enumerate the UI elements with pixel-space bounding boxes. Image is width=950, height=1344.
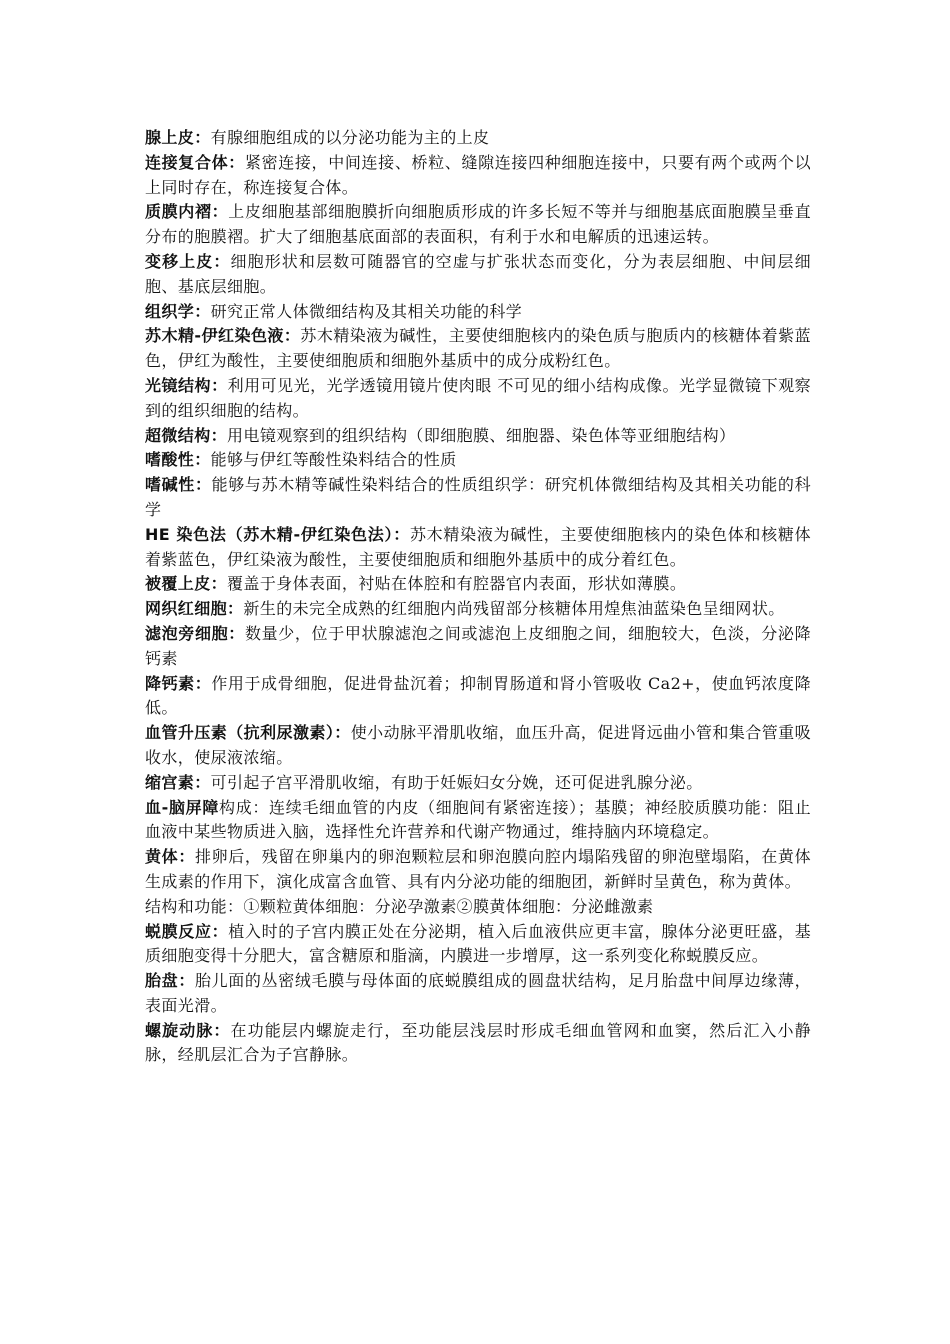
entry-term: 螺旋动脉 [145,1020,214,1040]
entry-separator: ： [283,326,301,346]
entry-text: 覆盖于身体表面，衬贴在体腔和有腔器官内表面，形状如薄膜。 [227,574,687,594]
entry-term: 嗜碱性 [145,475,195,495]
entry-he-ranse [145,523,811,573]
entry-xianshangpi [145,126,811,151]
entry-text: 苏木精染液为碱性，主要使细胞核内的染色体和核糖体着紫蓝色，伊红染液为酸性，主要使细胞质和细胞外基质中的成分着红色。 [145,524,811,569]
entry-taipan [145,969,811,1019]
entry-xueguan-shengyasu [145,721,811,771]
entry-text: 能够与苏木精等碱性染料结合的性质组织学：研究机体微细结构及其相关功能的科学 [145,475,811,519]
entry-term: HE 染色法（苏木精-伊红染色法） [145,524,394,544]
entry-zhimo-neizhe [145,200,811,250]
entry-separator: ： [228,623,245,643]
entry-xue-nao-pingzhang [145,796,811,846]
entry-separator: ： [334,723,351,743]
entry-separator: ： [194,450,211,470]
entry-text: 细胞形状和层数可随器官的空虚与扩张状态而变化，分为表层细胞、中间层细胞、基底层细胞。 [145,251,812,296]
entry-term: 被覆上皮 [145,574,211,594]
entry-text: 用电镜观察到的组织结构（即细胞膜、细胞器、染色体等亚细胞结构） [227,425,736,445]
entry-term: 超微结构 [145,425,211,445]
entry-term: 组织学 [145,301,195,321]
entry-separator: ： [210,574,228,594]
entry-term: 变移上皮 [145,251,214,271]
entry-separator: ： [210,425,228,445]
entry-separator: ： [194,673,212,693]
entry-text: 在功能层内螺旋走行，至功能层浅层时形成毛细血管网和血窦，然后汇入小静脉，经肌层汇合为子宫静脉。 [145,1020,812,1065]
entry-term: 滤泡旁细胞 [145,623,229,643]
entry-separator: ： [227,599,244,619]
entry-text: 紧密连接，中间连接、桥粒、缝隙连接四种细胞连接中，只要有两个或两个以上同时存在，称连接复合体。 [145,152,811,197]
entry-bianyi-shangpi [145,250,811,300]
entry-shijianxing [145,473,811,523]
entry-zuzhixue [145,300,811,325]
entry-separator: ： [211,375,228,395]
entry-text: 上皮细胞基部细胞膜折向细胞质形成的许多长短不等并与细胞基底面胞膜呈垂直分布的胞膜褶。扩大了细胞基底面部的表面积，有利于水和电解质的迅速运转。 [145,202,811,247]
entry-text: 数量少，位于甲状腺滤泡之间或滤泡上皮细胞之间，细胞较大，色淡，分泌降钙素 [145,623,811,668]
entry-separator: ： [194,128,211,147]
entry-term: 胎盘 [145,971,179,991]
entry-text: 新生的未完全成熟的红细胞内尚残留部分核糖体用煌焦油蓝染色呈细网状。 [243,599,785,619]
entry-text: 胎儿面的丛密绒毛膜与母体面的底蜕膜组成的圆盘状结构，足月胎盘中间厚边缘薄，表面光滑。 [145,971,811,1015]
entry-sumujing-yihong [145,324,811,374]
entry-text: 植入时的子宫内膜正处在分泌期，植入后血液供应更丰富，腺体分泌更旺盛，基质细胞变得十分肥大，富含糖原和脂滴，内膜进一步增厚，这一系列变化称蜕膜反应。 [145,921,811,966]
entry-text: 使小动脉平滑肌收缩，血压升高，促进肾远曲小管和集合管重吸收水，使尿液浓缩。 [145,723,812,767]
entry-text: 苏木精染液为碱性，主要使细胞核内的染色质与胞质内的核糖体着紫蓝色，伊红为酸性，主要使细胞质和细胞外基质中的成分成粉红色。 [145,326,811,371]
entry-separator: ： [194,301,211,321]
entry-separator: ： [178,971,195,991]
entry-separator: ： [178,847,195,867]
entry-separator: ： [393,524,410,544]
entry-term: 连接复合体 [145,152,229,172]
entry-term: 光镜结构 [145,375,212,395]
entry-separator: ： [228,152,245,172]
entry-text: 利用可见光，光学透镜用镜片使肉眼 不可见的细小结构成像。光学显微镜下观察到的组织细胞的结构。 [145,375,811,420]
entry-term: 嗜酸性 [145,450,195,470]
entry-term: 黄体 [145,847,179,867]
entry-tuimo-fanying [145,920,811,970]
entry-text: 能够与伊红等酸性染料结合的性质 [210,450,457,470]
entry-jianggaisu [145,672,811,722]
entry-luoxuan-dongmai [145,1019,811,1069]
entry-lianjie-fuheti [145,151,811,201]
entry-huangti-structure [145,895,811,920]
entry-text: 可引起子宫平滑肌收缩，有助于妊娠妇女分娩，还可促进乳腺分泌。 [210,772,703,792]
entry-wangzhi-hongxibao [145,597,811,622]
entry-term: 缩宫素 [145,772,195,792]
document-page [145,126,811,1068]
entry-text: 有腺细胞组成的以分泌功能为主的上皮 [210,128,490,147]
entry-beifu-shangpi [145,572,811,597]
entry-term: 血-脑屏障 [145,797,220,817]
entry-term: 血管升压素（抗利尿激素） [145,723,335,743]
entry-separator: ： [194,772,211,792]
entry-separator: ： [213,1020,231,1040]
entry-term: 苏木精-伊红染色液 [145,326,284,346]
entry-huangti [145,845,811,895]
entry-separator: ： [211,202,229,222]
entry-text: 研究正常人体微细结构及其相关功能的科学 [210,301,523,321]
entry-suogongsu [145,771,811,796]
entry-separator: ： [194,475,212,495]
entry-term: 蜕膜反应 [145,921,212,941]
entry-text: 排卵后，残留在卵巢内的卵泡颗粒层和卵泡膜向腔内塌陷残留的卵泡壁塌陷，在黄体生成素的作用下，演化成富含血管、具有内分泌功能的细胞团，新鲜时呈黄色，称为黄体。 [145,847,811,891]
entry-term: 降钙素 [145,673,195,693]
entry-lvpaopang-xibao [145,622,811,672]
entry-text: 作用于成骨细胞，促进骨盐沉着；抑制胃肠道和肾小管吸收 Ca2+，使血钙浓度降低。 [145,673,811,718]
entry-term: 质膜内褶 [145,202,212,222]
entry-separator: ： [211,921,229,941]
entry-term: 腺上皮 [145,128,195,147]
entry-shisuanxing [145,448,811,473]
entry-chaowei-jiegou [145,424,811,449]
entry-text: 构成：连续毛细血管的内皮（细胞间有紧密连接）；基膜；神经胶质膜功能：阻止血液中某些物质进入脑，选择性允许营养和代谢产物通过，维持脑内环境稳定。 [145,797,811,842]
entry-separator: ： [213,251,231,271]
entry-guangjing-jiegou [145,374,811,424]
entry-term: 网织红细胞 [145,599,228,619]
entry-text: 结构和功能：①颗粒黄体细胞：分泌孕激素②膜黄体细胞：分泌雌激素 [145,896,654,916]
